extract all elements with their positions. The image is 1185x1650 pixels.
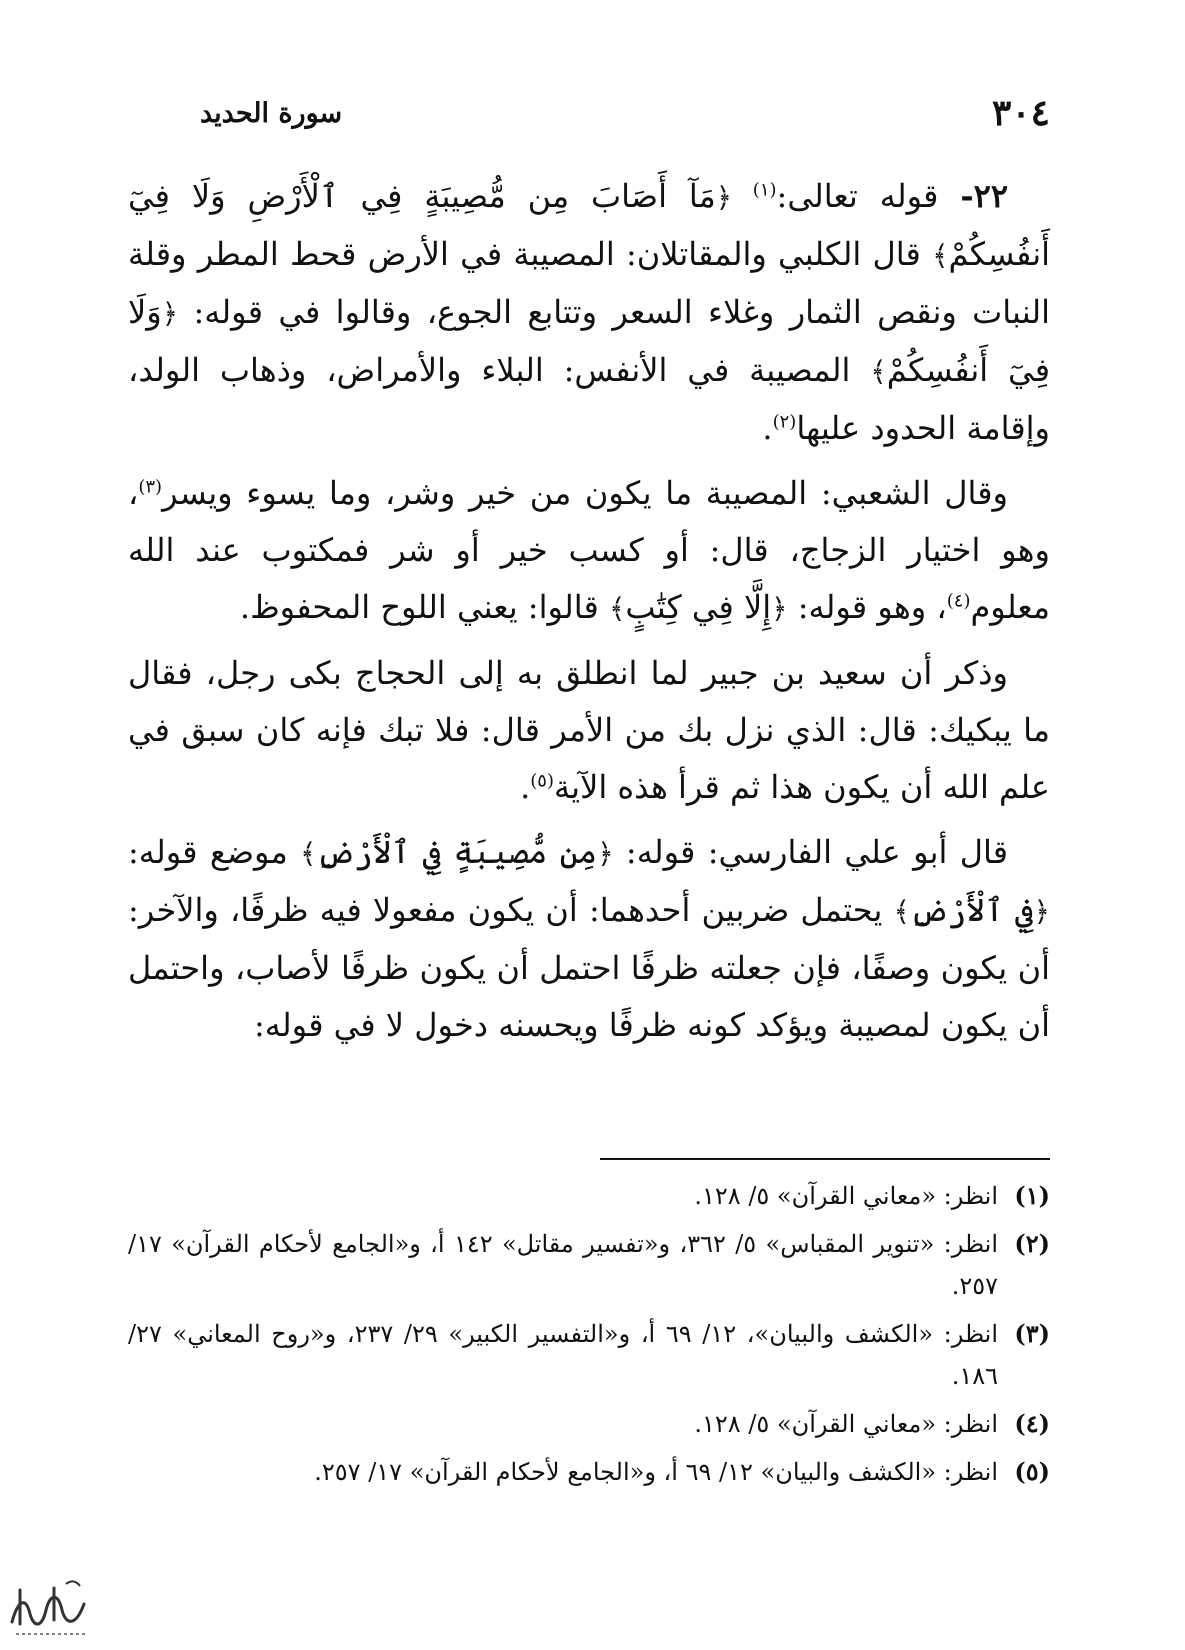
- footnote-item: [128, 1223, 1050, 1307]
- quran-quote: إِلَّا فِي كِتَٰبٍ: [625, 588, 772, 626]
- footnote-text: انظر: «معاني القرآن» ٥/ ١٢٨.: [694, 1182, 998, 1210]
- text-segment: قال أبو علي الفارسي: قوله:: [613, 833, 1009, 871]
- footnote-item: [128, 1175, 1050, 1217]
- footnote-number: (٥): [1014, 1457, 1050, 1486]
- text-segment: وقال الشعبي: المصيبة ما يكون من خير وشر، وما يسوء ويسر: [162, 474, 1008, 512]
- text-segment: ، وهو اختيار الزجاج، قال: أو كسب خير أو شر فمكتوب عند الله معلوم: [128, 474, 1050, 626]
- text-segment: يحتمل ضربين أحدهما: أن يكون مفعولا فيه ظرفًا، والآخر: أن يكون وصفًا، فإن جعلته ظرفًا احتمل أن يكون ظرفًا لأصاب، واحتمل أن يكون لمصيبة ويؤكد كونه ظرفًا ويحسنه دخول لا في قوله:: [128, 891, 1051, 1044]
- text-segment: ، وهو قوله:: [787, 588, 947, 626]
- quran-bracket-close: ﴾: [932, 239, 949, 272]
- footnote-ref-5[interactable]: (٥): [530, 770, 554, 792]
- paragraph-verse-22: [128, 168, 1050, 457]
- quran-bracket-open: ﴿: [597, 837, 614, 870]
- quran-quote: مِن مُّصِيبَةٍ فِي ٱلْأَرْضِ: [316, 833, 598, 871]
- quran-bracket-open: ﴿: [771, 592, 788, 625]
- text-segment: قال الكلبي والمقاتلان: المصيبة في الأرض قحط المطر وقلة النبات ونقص الثمار وغلاء السعر وتتابع الجوع، وقالوا في قوله:: [128, 235, 1050, 331]
- footnote-number: (٣): [1014, 1319, 1050, 1348]
- footnote-item: [128, 1313, 1050, 1397]
- footnote-ref-3[interactable]: (٣): [138, 476, 163, 498]
- paragraph-farisi: [128, 824, 1050, 1054]
- text-segment: .: [520, 768, 531, 806]
- footnote-text: انظر: «الكشف والبيان» ١٢/ ٦٩ أ، و«الجامع لأحكام القرآن» ١٧/ ٢٥٧.: [314, 1458, 998, 1486]
- quran-bracket-open: ﴿: [1033, 895, 1051, 928]
- footnote-number: (٢): [1014, 1229, 1050, 1258]
- quran-quote: وَلَا فِيٓ أَنفُسِكُمْ: [128, 293, 1050, 389]
- text-segment: قالوا: يعني اللوح المحفوظ.: [239, 588, 609, 626]
- running-head: [200, 88, 1050, 138]
- text-segment: موضع قوله:: [128, 833, 301, 871]
- footnote-ref-2[interactable]: (٢): [772, 411, 797, 433]
- text-segment: .: [762, 409, 773, 447]
- verse-number: ٢٢-: [960, 177, 1009, 215]
- paragraph-shabi: [128, 465, 1050, 637]
- text-segment: المصيبة في الأنفس: البلاء والأمراض، وذهاب الولد، وإقامة الحدود عليها: [128, 351, 1050, 447]
- surah-title: سورة الحديد: [200, 97, 343, 129]
- footnote-number: (٤): [1014, 1409, 1050, 1438]
- footnote-item: [128, 1451, 1050, 1493]
- quran-quote: فِي ٱلْأَرْضِ: [909, 891, 1034, 929]
- footnote-text: انظر: «تنوير المقباس» ٥/ ٣٦٢، و«تفسير مقاتل» ١٤٢ أ، و«الجامع لأحكام القرآن» ١٧/ ٢٥٧.: [128, 1230, 998, 1300]
- footnote-separator: [600, 1158, 1050, 1160]
- quran-quote: مَآ أَصَابَ مِن مُّصِيبَةٍ فِي ٱلْأَرْضِ وَلَا فِيٓ أَنفُسِكُمْ: [128, 177, 1050, 273]
- quran-bracket-close: ﴾: [893, 895, 910, 928]
- text-segment: وذكر أن سعيد بن جبير لما انطلق به إلى الحجاج بكى رجل، فقال ما يبكيك: قال: الذي نزل بك من الأمر قال: فلا تبك فإنه كان سبق في علم الله أن يكون هذا ثم قرأ هذه الآية: [128, 654, 1050, 806]
- quran-bracket-close: ﴾: [608, 592, 626, 625]
- quran-bracket-close: ﴾: [870, 355, 887, 388]
- publisher-logo: [6, 1570, 92, 1644]
- footnote-ref-1[interactable]: (١): [752, 179, 777, 201]
- quran-bracket-close: ﴾: [300, 837, 317, 870]
- footnotes: [128, 1175, 1050, 1499]
- text-segment: قوله تعالى:: [776, 177, 961, 215]
- footnote-ref-4[interactable]: (٤): [946, 590, 971, 612]
- page-number: ٣٠٤: [991, 92, 1050, 134]
- footnote-number: (١): [1014, 1181, 1050, 1210]
- footnote-item: [128, 1403, 1050, 1445]
- quran-bracket-open: ﴿: [715, 181, 753, 214]
- footnote-text: انظر: «معاني القرآن» ٥/ ١٢٨.: [694, 1410, 998, 1438]
- quran-bracket-open: ﴿: [161, 297, 179, 330]
- paragraph-saeed: [128, 645, 1050, 816]
- footnote-text: انظر: «الكشف والبيان»، ١٢/ ٦٩ أ، و«التفسير الكبير» ٢٩/ ٢٣٧، و«روح المعاني» ٢٧/ ١٨٦.: [128, 1320, 999, 1390]
- main-text: [128, 168, 1050, 1062]
